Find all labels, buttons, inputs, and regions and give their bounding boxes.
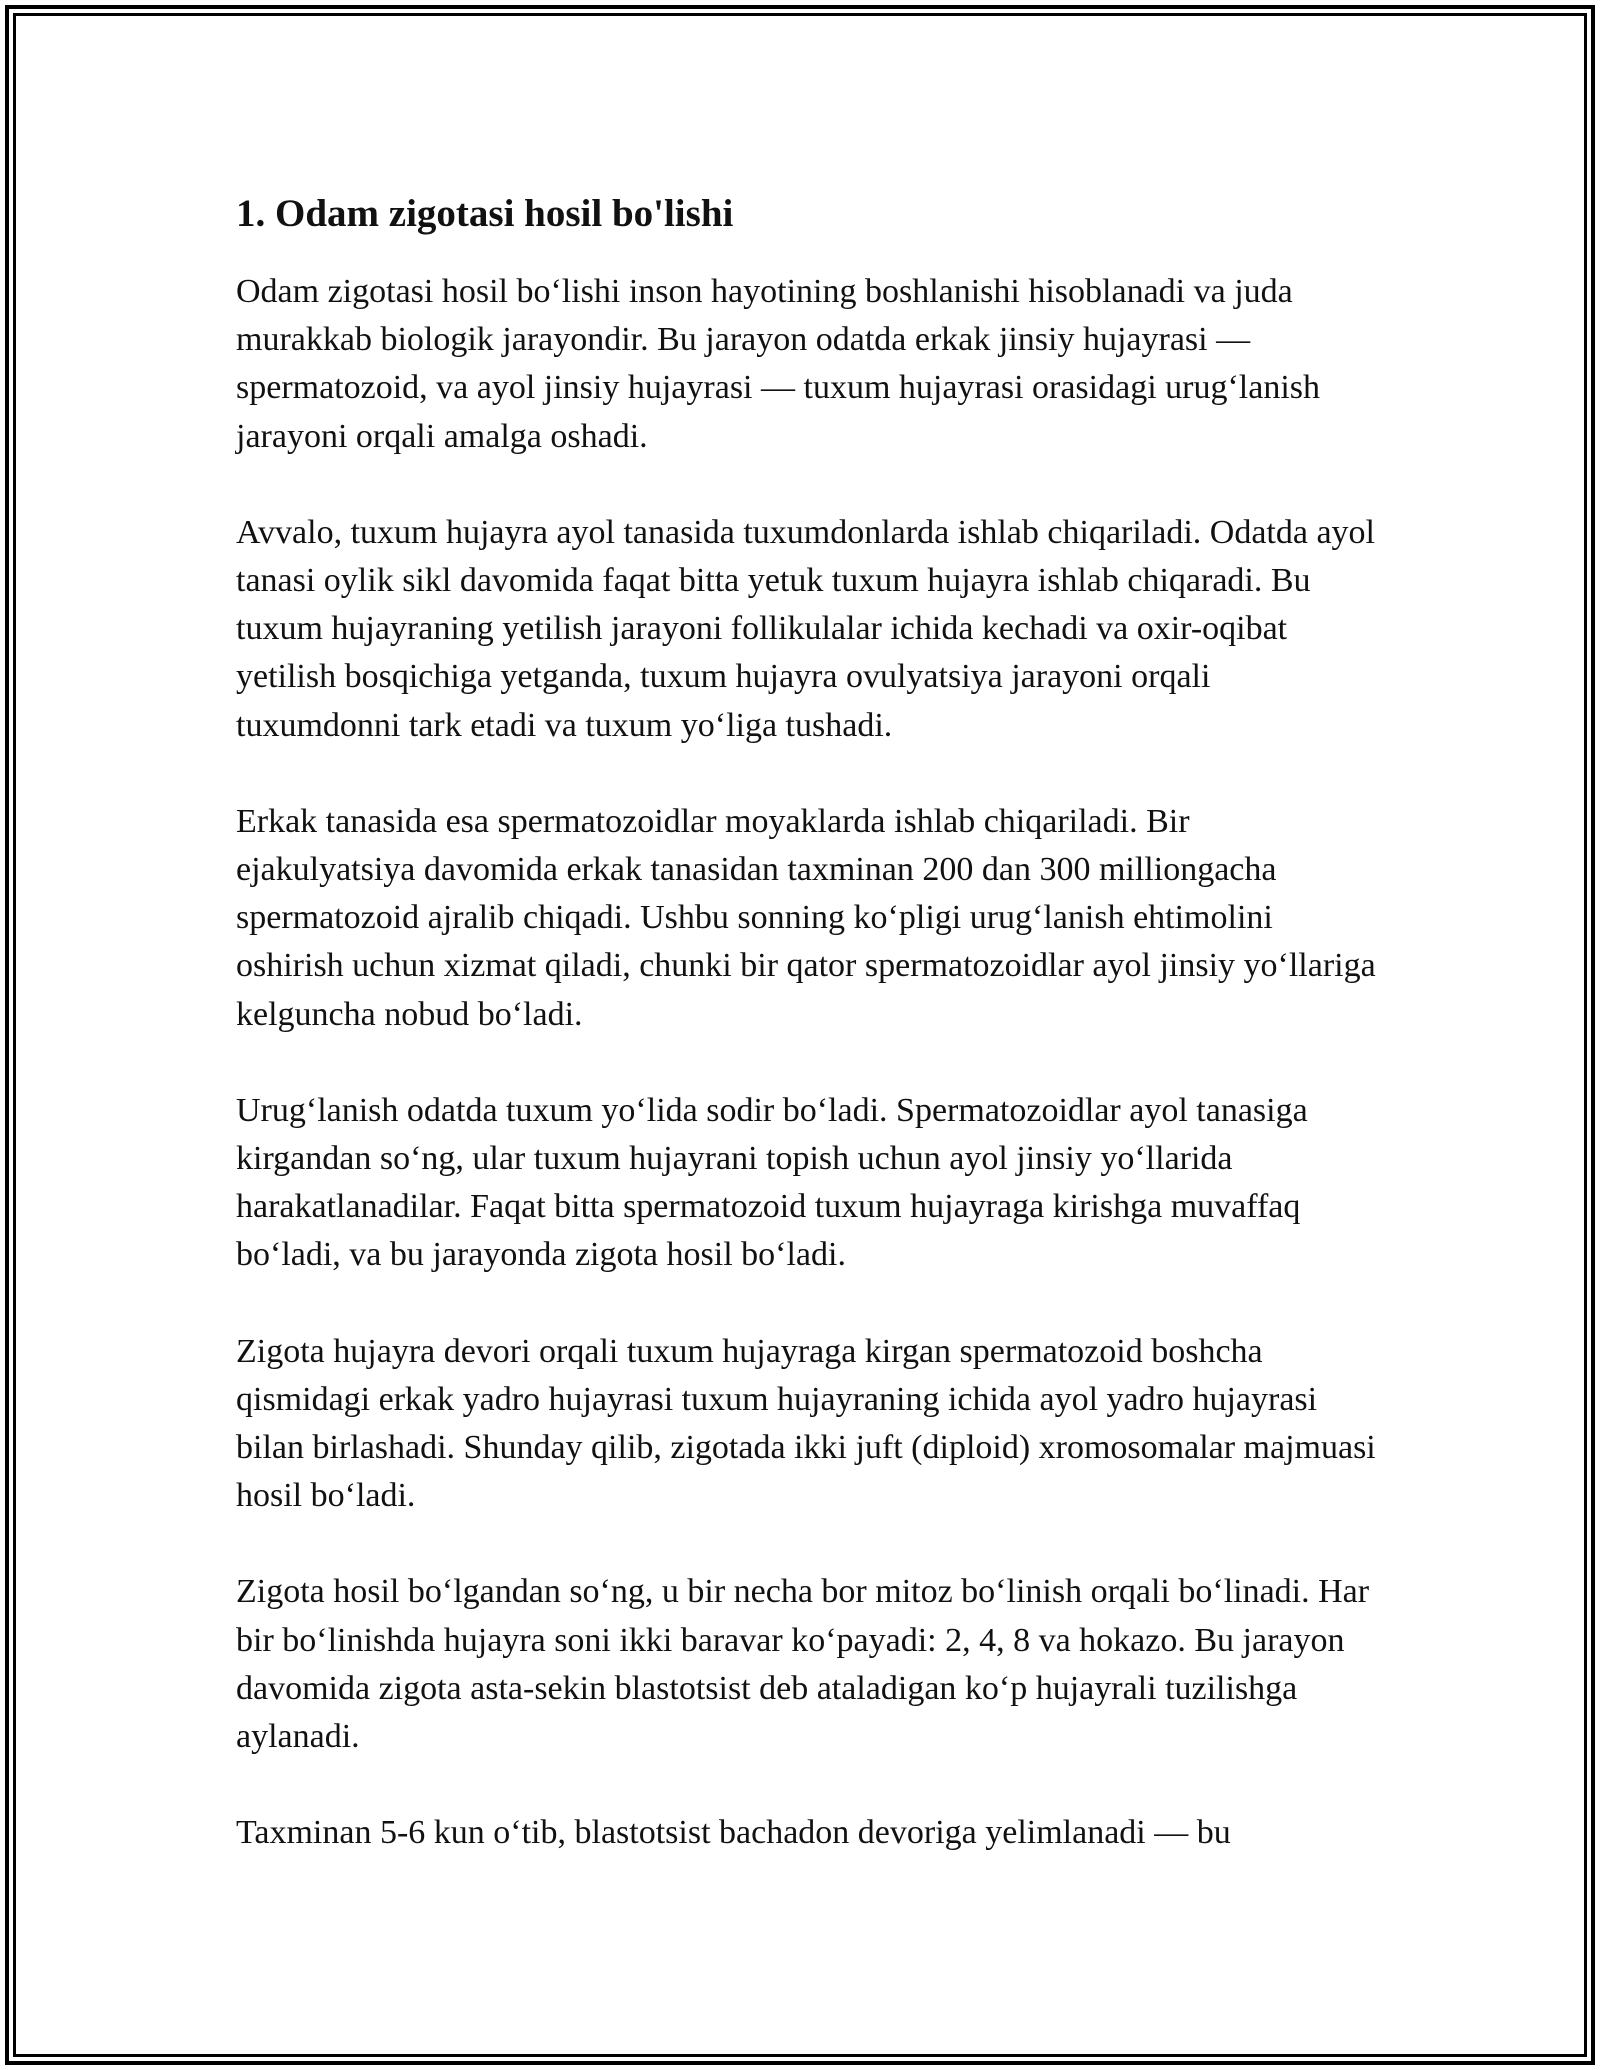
paragraph-sperm-cells: Erkak tanasida esa spermatozoidlar moyaklarda ishlab chiqariladi. Bir ejakulyatsiya davomida erkak tanasidan taxminan 200 dan 300 milliongacha spermatozoid ajralib chiqadi. Ushbu sonning ko‘pligi urug‘lanish ehtimolini oshirish uchun xizmat qiladi, chunki bir qator spermatozoidlar ayol jinsiy yo‘llariga kelguncha nobud bo‘ladi. [236, 802, 1376, 1033]
paragraph-fertilization: Urug‘lanish odatda tuxum yo‘lida sodir bo‘ladi. Spermatozoidlar ayol tanasiga kirgandan so‘ng, ular tuxum hujayrani topish uchun ayol jinsiy yo‘llarida harakatlanadilar. Faqat bitta spermatozoid tuxum hujayraga kirishga muvaffaq bo‘ladi, va bu jarayonda zigota hosil bo‘ladi. [236, 1091, 1308, 1274]
paragraph-nuclei-fusion: Zigota hujayra devori orqali tuxum hujayraga kirgan spermatozoid boshcha qismidagi erkak yadro hujayrasi tuxum hujayraning ichida ayol yadro hujayrasi bilan birlashadi. Shunday qilib, zigotada ikki juft (diploid) xromosomalar majmuasi hosil bo‘ladi. [236, 1332, 1376, 1515]
paragraph-egg-cell: Avvalo, tuxum hujayra ayol tanasida tuxumdonlarda ishlab chiqariladi. Odatda ayol tanasi oylik sikl davomida faqat bitta yetuk tuxum hujayra ishlab chiqaradi. Bu tuxum hujayraning yetilish jarayoni follikulalar ichida kechadi va oxir-oqibat yetilish bosqichiga yetganda, tuxum hujayra ovulyatsiya jarayoni orqali tuxumdonni tark etadi va tuxum yo‘liga tushadi. [236, 513, 1375, 744]
paragraph-implantation: Taxminan 5-6 kun o‘tib, blastotsist bachadon devoriga yelimlanadi — bu [236, 1814, 1231, 1852]
paragraph-intro: Odam zigotasi hosil bo‘lishi inson hayotining boshlanishi hisoblanadi va juda murakkab biologik jarayondir. Bu jarayon odatda erkak jinsiy hujayrasi — spermatozoid, va ayol jinsiy hujayrasi — tuxum hujayrasi orasidagi urug‘lanish jarayoni orqali amalga oshadi. [236, 273, 1320, 455]
paragraph-cell-division: Zigota hosil bo‘lgandan so‘ng, u bir necha bor mitoz bo‘linish orqali bo‘linadi. Har bir bo‘linishda hujayra soni ikki baravar ko‘payadi: 2, 4, 8 va hokazo. Bu jarayon davomida zigota asta-sekin blastotsist deb ataladigan ko‘p hujayrali tuzilishga aylanadi. [236, 1573, 1370, 1756]
document-body [236, 186, 1376, 1905]
section-heading: 1. Odam zigotasi hosil bo'lishi [236, 192, 734, 235]
